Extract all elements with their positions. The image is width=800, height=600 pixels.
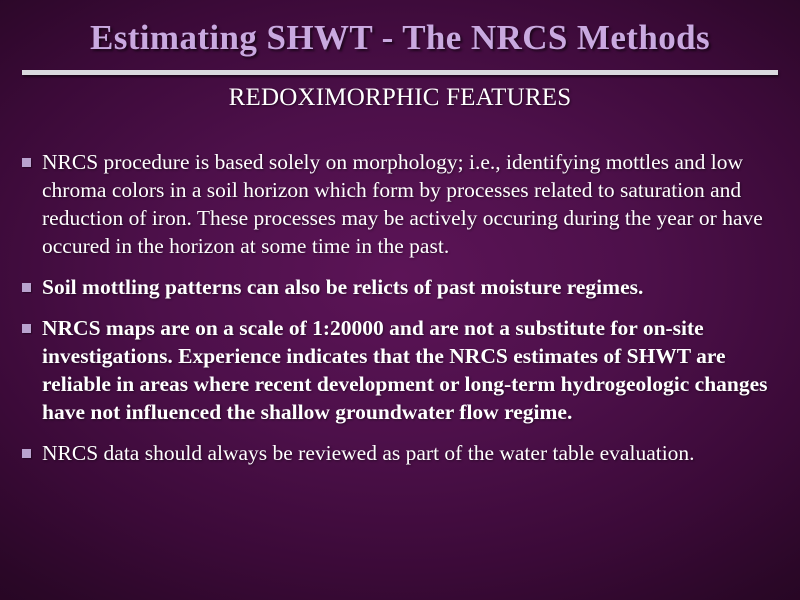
list-item-text: NRCS maps are on a scale of 1:20000 and are not a substitute for on-site investigations. Experience indicates that the NRCS estimates of SHWT are reliable in areas where recent development or long-term hydrogeologic changes have not influenced the shallow groundwater flow regime. (42, 316, 768, 424)
bullet-list (22, 148, 778, 480)
slide-subtitle: REDOXIMORPHIC FEATURES (228, 84, 572, 111)
square-bullet-icon (22, 449, 31, 458)
list-item-text: Soil mottling patterns can also be relicts of past moisture regimes. (42, 275, 644, 299)
square-bullet-icon (22, 158, 31, 167)
list-item (22, 314, 778, 426)
list-item-text: NRCS procedure is based solely on morphology; i.e., identifying mottles and low chroma colors in a soil horizon which form by processes related to saturation and reduction of iron. These processes may be actively occuring during the year or have occured in the horizon at some time in the past. (42, 150, 763, 258)
list-item (22, 148, 778, 260)
square-bullet-icon (22, 324, 31, 333)
list-item (22, 439, 778, 467)
square-bullet-icon (22, 283, 31, 292)
list-item (22, 273, 778, 301)
list-item-text: NRCS data should always be reviewed as part of the water table evaluation. (42, 441, 695, 465)
page-title: Estimating SHWT - The NRCS Methods (89, 18, 711, 57)
title-divider (22, 70, 778, 75)
